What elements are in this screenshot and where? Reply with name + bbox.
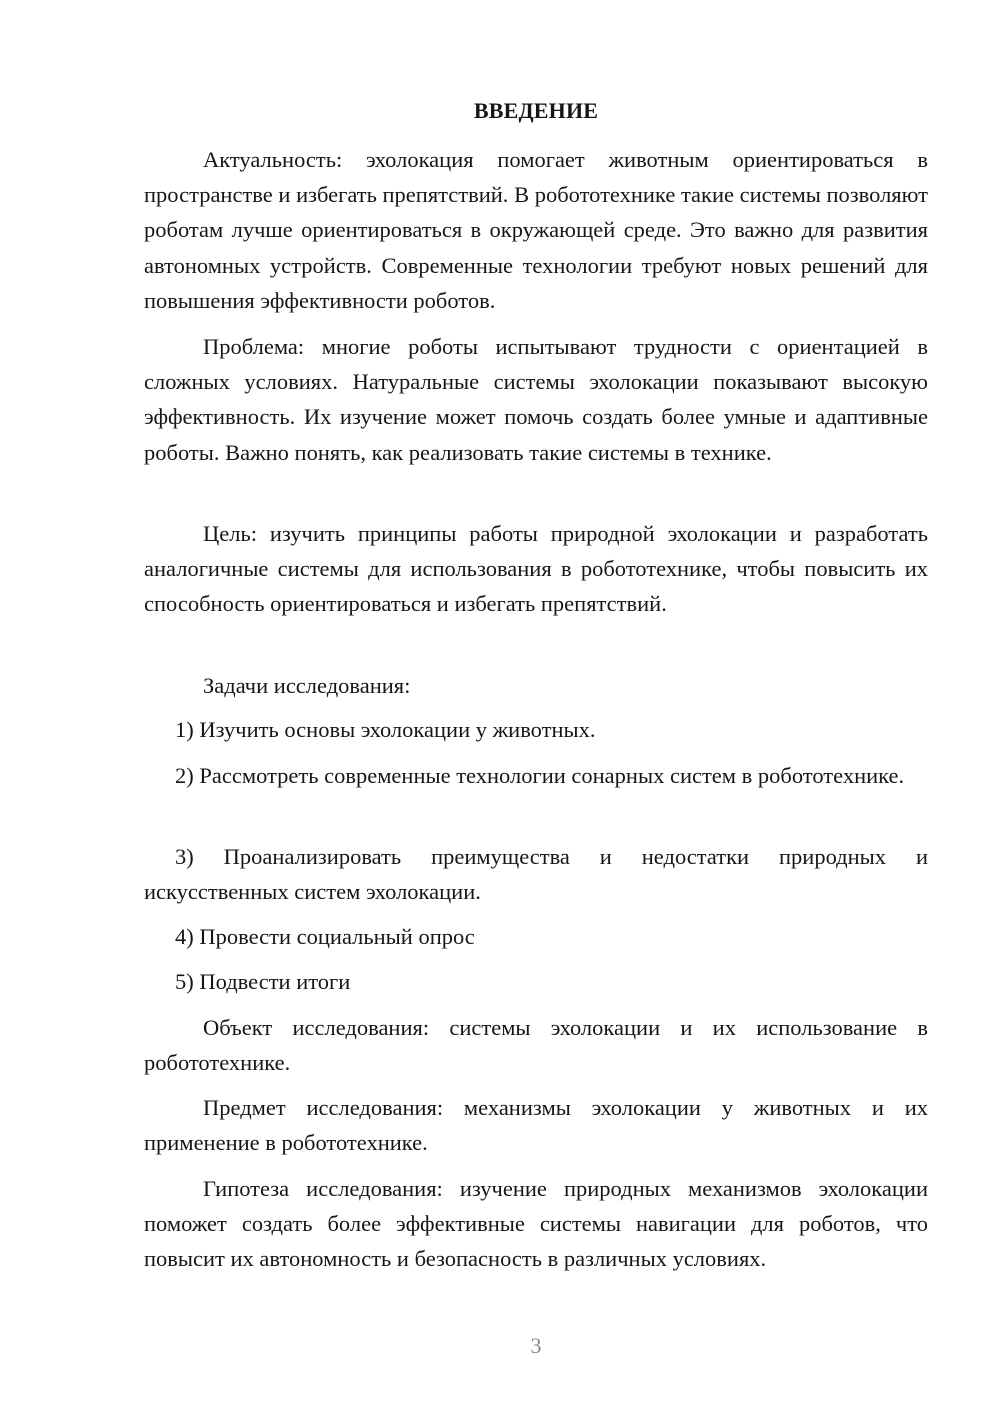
task-item-2: 2) Рассмотреть современные технологии сонарных систем в робототехнике. <box>175 763 905 788</box>
paragraph-problem: Проблема: многие роботы испытывают трудности с ориентацией в сложных условиях. Натуральные системы эхолокации показывают высокую эффективность. Их изучение может помочь создать более умные и адаптивные роботы. Важно понять, как реализовать такие системы в технике. <box>144 334 928 465</box>
paragraph-research-subject: Предмет исследования: механизмы эхолокации у животных и их применение в робототехнике. <box>144 1095 928 1156</box>
task-item-4: 4) Провести социальный опрос <box>175 924 475 949</box>
paragraph-goal: Цель: изучить принципы работы природной эхолокации и разработать аналогичные системы для использования в робототехнике, чтобы повысить их способность ориентироваться и избегать препятствий. <box>144 521 928 617</box>
page-title: ВВЕДЕНИЕ <box>473 98 599 123</box>
paragraph-research-hypothesis: Гипотеза исследования: изучение природных механизмов эхолокации поможет создать более эффективные системы навигации для роботов, что повысит их автономность и безопасность в различных условиях. <box>144 1176 928 1272</box>
task-item-1: 1) Изучить основы эхолокации у животных. <box>175 717 596 742</box>
paragraph-relevance: Актуальность: эхолокация помогает животным ориентироваться в пространстве и избегать препятствий. В робототехнике такие системы позволяют роботам лучше ориентироваться в окружающей среде. Это важно для развития автономных устройств. Современные технологии требуют новых решений для повышения эффективности роботов. <box>144 147 928 313</box>
task-item-3: 3) Проанализировать преимущества и недостатки природных и искусственных систем эхолокации. <box>144 844 928 905</box>
tasks-heading: Задачи исследования: <box>203 673 411 698</box>
task-item-5: 5) Подвести итоги <box>175 969 351 994</box>
page-number: 3 <box>530 1333 542 1358</box>
paragraph-research-object: Объект исследования: системы эхолокации и их использование в робототехнике. <box>144 1015 928 1076</box>
